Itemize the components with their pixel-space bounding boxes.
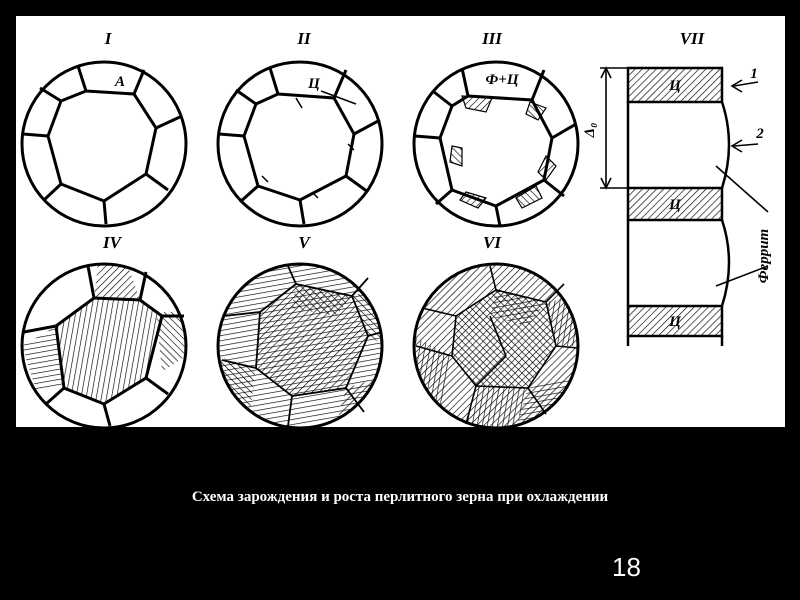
stage-1-grain [22, 62, 186, 226]
stage-5-grain [216, 262, 386, 427]
stage-2-nuclei [262, 91, 356, 198]
figure-svg [16, 16, 785, 427]
ferrite-label: Феррит [756, 228, 772, 284]
stage-6-grain [412, 262, 582, 427]
stage-4-numeral: IV [103, 233, 121, 252]
stage-2-numeral: II [297, 29, 311, 48]
section-numeral: VII [679, 29, 705, 48]
stage-2-phase-label: Ц [308, 76, 320, 92]
stage-3-numeral: III [482, 29, 502, 48]
section-vii [582, 66, 772, 346]
layer-label-bottom: Ц [669, 314, 681, 330]
stage-5-numeral: V [298, 233, 310, 252]
stage-6-numeral: VI [483, 233, 501, 252]
stage-4-grain [22, 264, 186, 427]
dimension-label: Δ₀ [582, 122, 598, 138]
pearlite-growth-figure [16, 16, 785, 427]
arrow-label-2: 2 [756, 126, 764, 142]
stage-3-colonies [450, 96, 556, 208]
layer-label-middle: Ц [669, 197, 681, 213]
slide-caption: Схема зарождения и роста перлитного зерна при охлаждении [191, 489, 609, 505]
layer-label-top: Ц [669, 78, 681, 94]
page-number: 18 [612, 552, 641, 582]
arrow-label-1: 1 [750, 66, 758, 82]
stage-3-phase-label: Ф+Ц [485, 72, 519, 88]
stage-2-grain [218, 62, 382, 226]
stage-1-numeral: I [104, 29, 112, 48]
stage-1-phase-label: А [114, 74, 126, 90]
